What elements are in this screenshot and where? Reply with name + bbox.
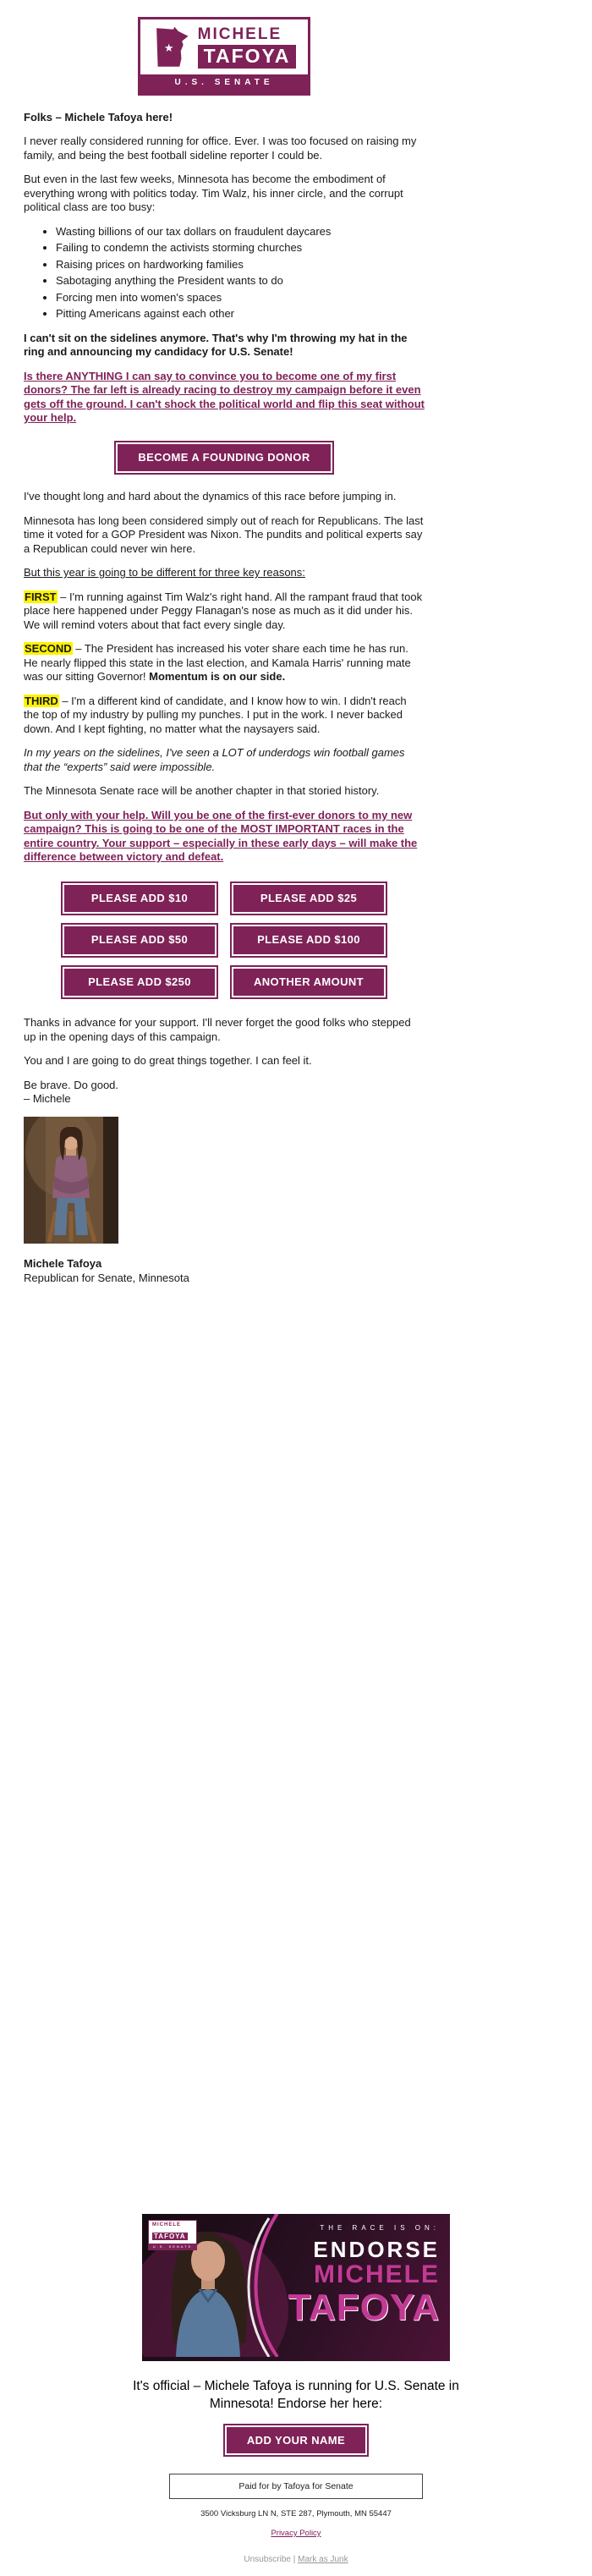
campaign-logo	[24, 17, 425, 96]
footer-separator: |	[290, 2555, 299, 2564]
another-amount-button[interactable]: ANOTHER AMOUNT	[232, 967, 386, 998]
mini-logo-office: U.S. SENATE	[149, 2244, 196, 2249]
reason-first-text: – I'm running against Tim Walz's right hand. All the rampant fraud that took place here happened under Peggy Flanagan's nose as much as it did under his. We will remind voters about that fact every single day.	[24, 590, 423, 631]
list-item: • Failing to condemn the activists storming churches	[56, 241, 425, 255]
signature-title: Republican for Senate, Minnesota	[24, 1272, 189, 1285]
paragraph-signoff	[24, 1079, 425, 1107]
unsubscribe-link[interactable]: Unsubscribe	[244, 2555, 291, 2564]
email-body	[0, 0, 592, 1286]
signature-name: Michele Tafoya	[24, 1256, 102, 1270]
reason-third-text: – I'm a different kind of candidate, and I know how to win. I didn't reach the top of my industry by pulling my punches. I put in the work. I never backed down. And I kept fighting, no matter what the naysayers said.	[24, 694, 407, 735]
donate-25-button[interactable]: PLEASE ADD $25	[232, 883, 386, 915]
become-founding-donor-button[interactable]: BECOME A FOUNDING DONOR	[116, 442, 332, 474]
banner-line-endorse: ENDORSE	[313, 2237, 440, 2263]
list-item: • Forcing men into women's spaces	[56, 291, 425, 305]
donate-100-button[interactable]: PLEASE ADD $100	[232, 925, 386, 956]
paragraph-storied-history: The Minnesota Senate race will be another chapter in that storied history.	[24, 784, 380, 798]
paragraph-intro-1: I never really considered running for office. Ever. I was too focused on raising my family, and being the best football sideline reporter I could be.	[24, 135, 417, 162]
highlight-third: THIRD	[25, 694, 58, 707]
signoff-name: – Michele	[24, 1092, 71, 1106]
highlight-second: SECOND	[25, 642, 72, 656]
help-ask-link[interactable]: But only with your help. Will you be one of the first-ever donors to my new campaign? This is going to be one of the MOST IMPORTANT races in the entire country. Your support – especially in these early days – will make the difference between victory and defeat.	[24, 808, 418, 864]
list-item: • Sabotaging anything the President wants to do	[56, 274, 425, 288]
paragraph-thought: I've thought long and hard about the dynamics of this race before jumping in.	[24, 490, 397, 503]
signature-block	[24, 1257, 425, 1286]
paragraph-reason-second	[24, 642, 425, 684]
mark-as-junk-link[interactable]: Mark as Junk	[298, 2555, 348, 2564]
reason-second-bold: Momentum is on our side.	[149, 670, 286, 684]
michele-photo	[24, 1117, 118, 1244]
banner-line-michele: MICHELE	[314, 2260, 440, 2289]
paragraph-intro-2: But even in the last few weeks, Minnesota has become the embodiment of everything wrong with politics today. Tim Walz, his inner circle, and the corrupt political class are too busy:	[24, 173, 403, 214]
donate-10-button[interactable]: PLEASE ADD $10	[63, 883, 217, 915]
highlight-first: FIRST	[25, 590, 57, 603]
mini-logo-last-name: TAFOYA	[154, 2233, 186, 2241]
paragraph-minnesota: Minnesota has long been considered simply out of reach for Republicans. The last time it voted for a GOP President was Nixon. The pundits and political experts say a Republican could never win here.	[24, 514, 424, 555]
paid-for-disclaimer: Paid for by Tafoya for Senate	[169, 2474, 423, 2499]
paragraph-reason-first	[24, 590, 425, 633]
grievances-list	[56, 225, 425, 321]
paragraph-thanks: Thanks in advance for your support. I'll never forget the good folks who stepped up in the opening days of this campaign.	[24, 1016, 411, 1043]
add-your-name-button[interactable]: ADD YOUR NAME	[225, 2425, 367, 2455]
banner-kicker: THE RACE IS ON:	[320, 2224, 440, 2233]
star-icon: ★	[163, 41, 174, 55]
founding-donor-button-row	[24, 442, 425, 474]
list-item: • Wasting billions of our tax dollars on fraudulent daycares	[56, 225, 425, 239]
paragraph-reason-third	[24, 695, 425, 737]
endorse-section	[0, 2214, 592, 2576]
banner-text	[288, 2224, 440, 2326]
signoff-brave: Be brave. Do good.	[24, 1078, 119, 1091]
banner-line-tafoya: TAFOYA	[288, 2286, 440, 2328]
paragraph-greeting	[24, 111, 425, 125]
minnesota-icon	[152, 25, 189, 69]
list-item: • Raising prices on hardworking families	[56, 258, 425, 272]
greeting-text: Folks – Michele Tafoya here!	[24, 110, 173, 124]
banner-mini-logo	[148, 2220, 197, 2250]
list-item: • Pitting Americans against each other	[56, 307, 425, 321]
mailing-address: 3500 Vicksburg LN N, STE 287, Plymouth, MN 55447	[200, 2509, 392, 2518]
announcement-text: I can't sit on the sidelines anymore. That's why I'm throwing my hat in the ring and announcing my candidacy for U.S. Senate!	[24, 331, 408, 359]
logo-last-name: TAFOYA	[198, 45, 297, 68]
logo-office-label: U.S. SENATE	[140, 74, 309, 93]
paragraph-announcement	[24, 332, 425, 360]
first-donor-link[interactable]: Is there ANYTHING I can say to convince you to become one of my first donors? The far left is already racing to destroy my campaign before it even gets off the ground. I can't shock the political world and flip this seat without your help.	[24, 369, 425, 425]
mini-logo-first-name: MICHELE	[152, 2222, 181, 2228]
endorse-banner[interactable]	[142, 2214, 450, 2361]
donate-50-button[interactable]: PLEASE ADD $50	[63, 925, 217, 956]
donate-250-button[interactable]: PLEASE ADD $250	[63, 967, 217, 998]
unsubscribe-row	[0, 2555, 592, 2564]
endorse-announcement: It's official – Michele Tafoya is running for U.S. Senate in Minnesota! Endorse her here:	[133, 2379, 459, 2412]
logo-first-name: MICHELE	[197, 25, 282, 44]
privacy-policy-link[interactable]: Privacy Policy	[271, 2529, 321, 2538]
paragraph-great-things: You and I are going to do great things together. I can feel it.	[24, 1054, 312, 1068]
reason-second-text: – The President has increased his voter share each time he has run. He nearly flipped this state in the last election, and Kamala Harris' running mate was our sitting Governor!	[24, 642, 411, 684]
donation-grid	[24, 883, 425, 998]
three-reasons-heading: But this year is going to be different for three key reasons:	[24, 566, 305, 579]
paragraph-sidelines: In my years on the sidelines, I've seen a LOT of underdogs win football games that the “experts” said were impossible.	[24, 746, 405, 773]
